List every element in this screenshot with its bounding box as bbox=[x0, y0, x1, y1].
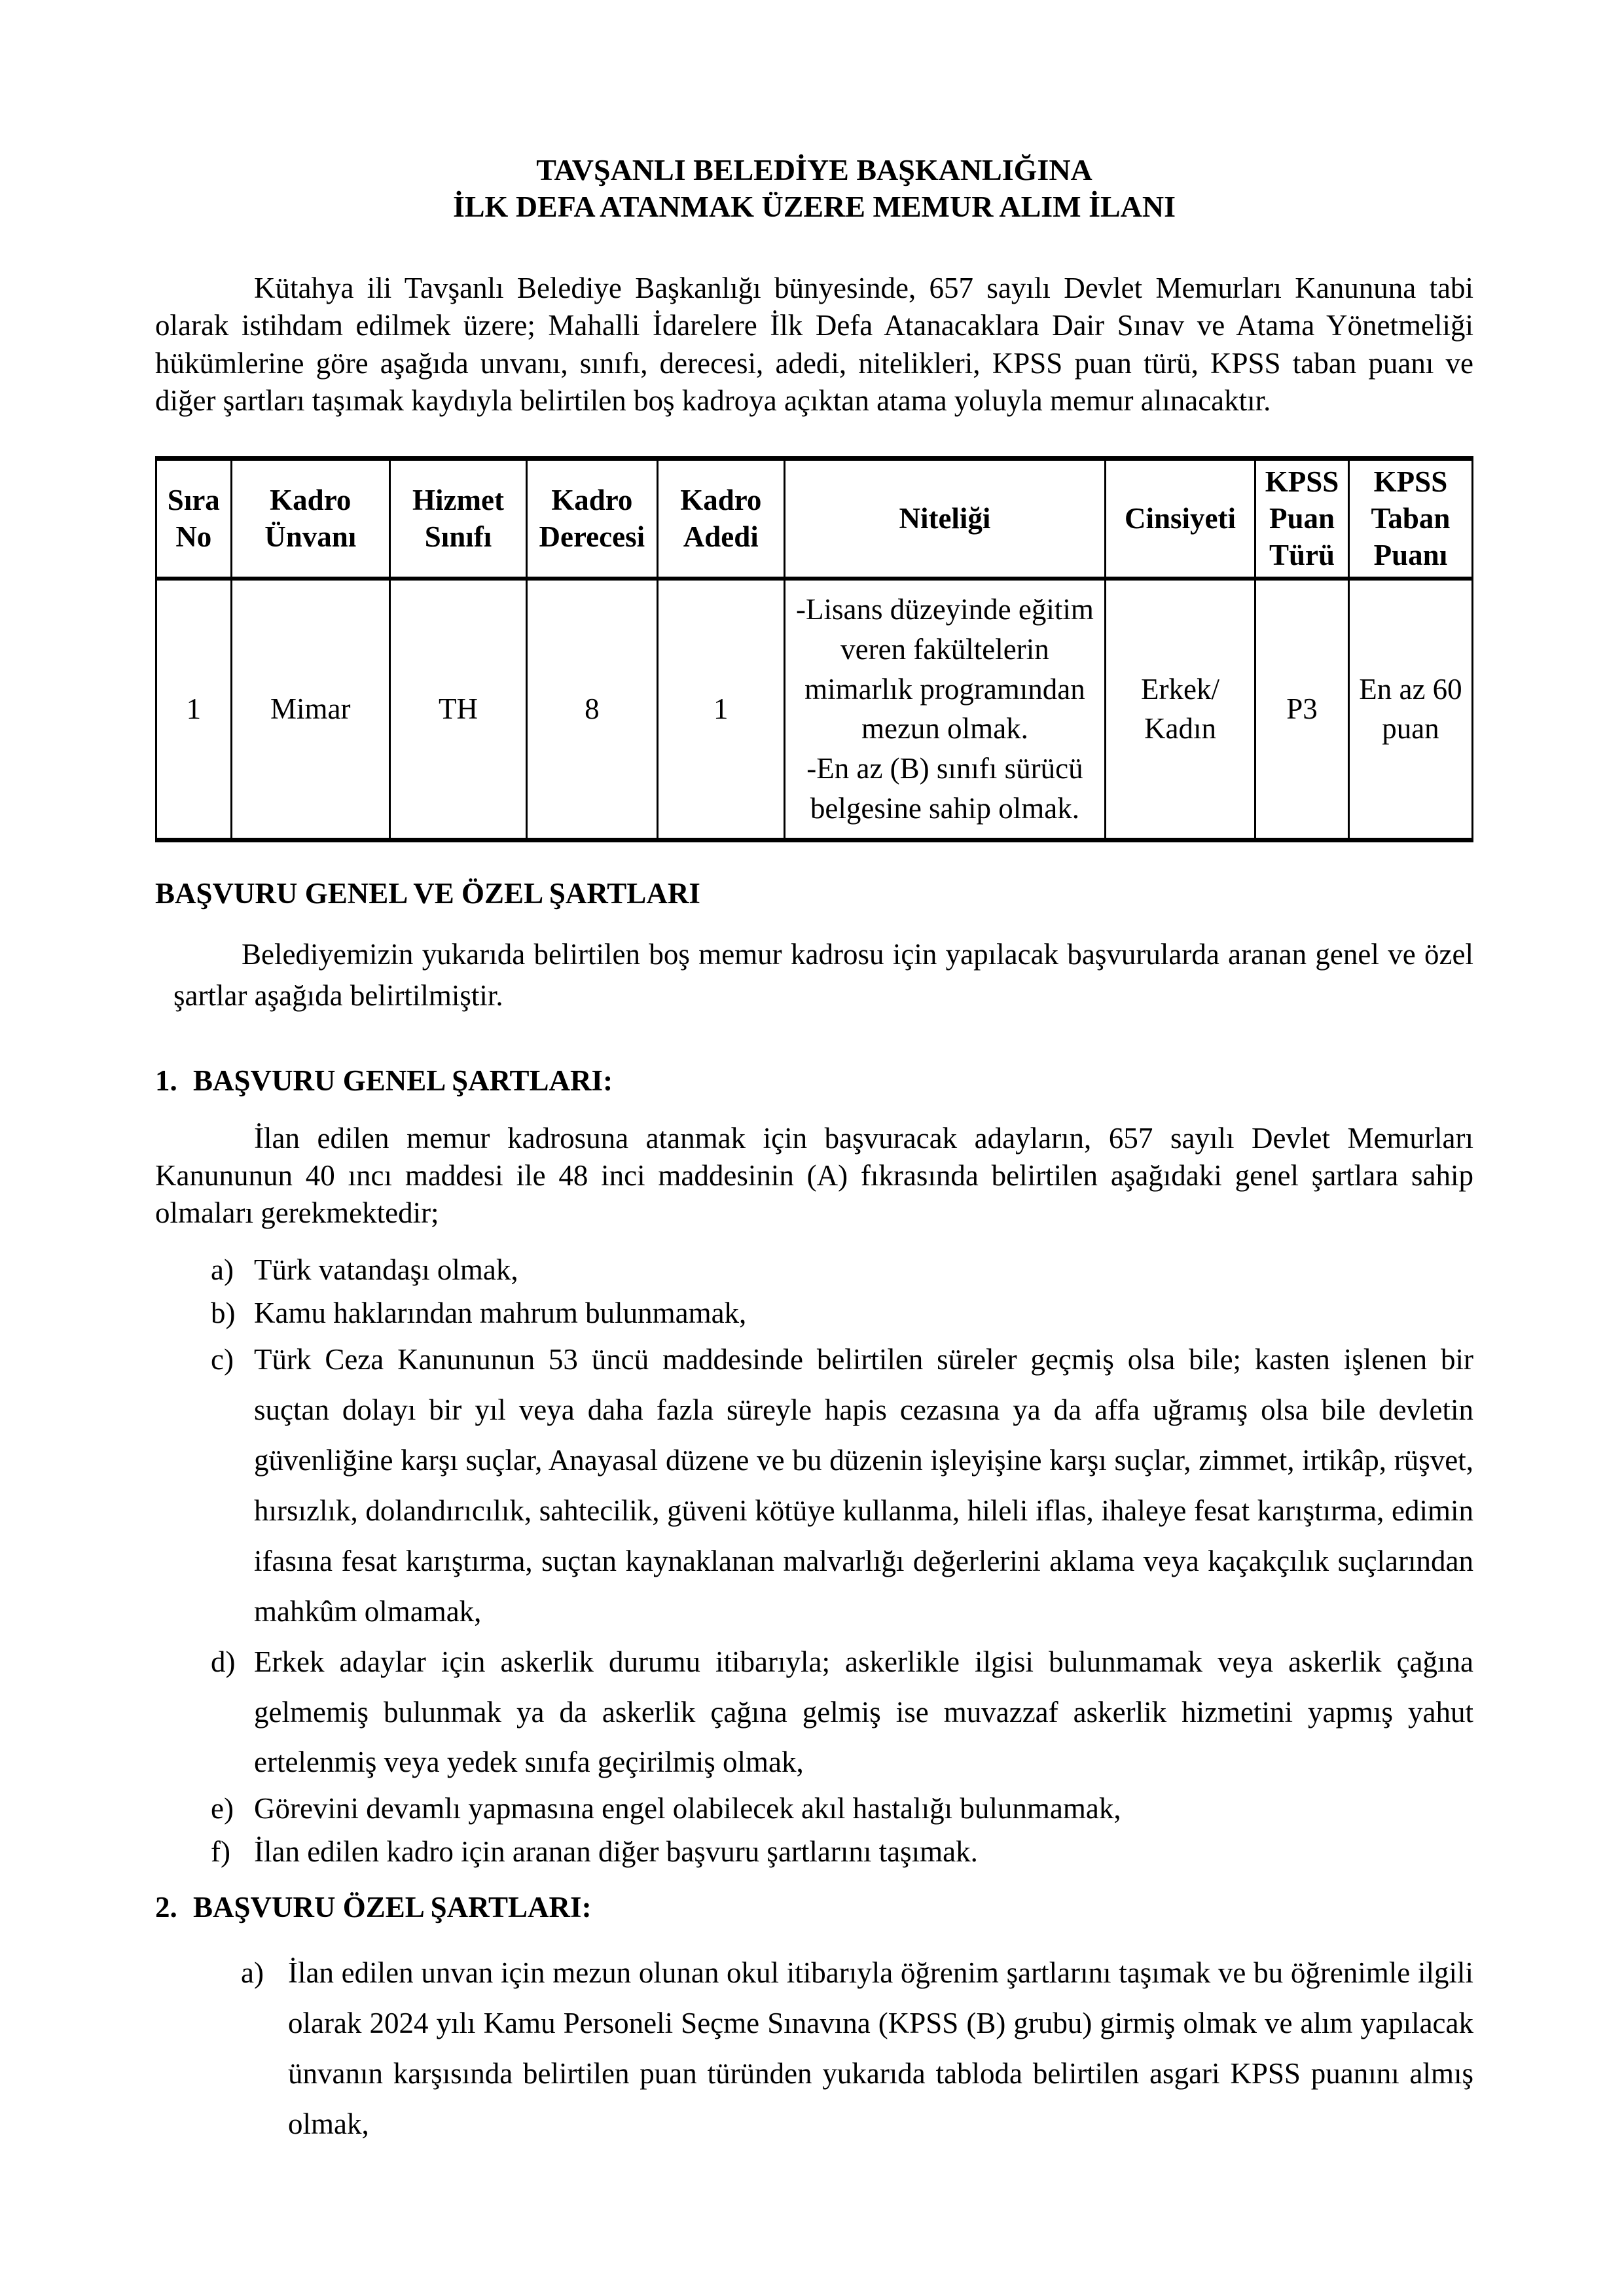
cell-kpss-taban-puani: En az 60 puan bbox=[1348, 579, 1472, 840]
condition-item-text: Türk vatandaşı olmak, bbox=[254, 1253, 518, 1287]
condition-item-label: c) bbox=[211, 1342, 234, 1376]
condition-item-f bbox=[211, 1831, 1473, 1873]
niteligi-line-1: -Lisans düzeyinde eğitim veren fakültelerin mimarlık programından mezun olmak. bbox=[796, 593, 1094, 745]
cell-niteligi bbox=[785, 579, 1106, 840]
document-title bbox=[155, 152, 1473, 225]
condition-item-text: Kamu haklarından mahrum bulunmamak, bbox=[254, 1296, 747, 1329]
general-heading-text: BAŞVURU GENEL ŞARTLARI: bbox=[193, 1064, 613, 1098]
intro-paragraph: Kütahya ili Tavşanlı Belediye Başkanlığı bünyesinde, 657 sayılı Devlet Memurları Kanununa tabi olarak istihdam edilmek üzere; Mahalli İdarelere İlk Defa Atanacaklara Dair Sınav ve Atama Yönetmeliği hükümlerine göre aşağıda unvanı, sınıfı, derecesi, adedi, nitelikleri, KPSS puan türü, KPSS taban puanı ve diğer şartları taşımak kaydıyla belirtilen boş kadroya açıktan atama yoluyla memur alınacaktır. bbox=[155, 272, 1473, 417]
condition-item-d bbox=[211, 1637, 1473, 1788]
general-heading-number: 1. bbox=[155, 1064, 177, 1098]
special-conditions-list bbox=[155, 1948, 1473, 2149]
general-conditions-list bbox=[155, 1249, 1473, 1873]
special-heading-text: BAŞVURU ÖZEL ŞARTLARI: bbox=[193, 1890, 592, 1924]
special-condition-item-a bbox=[241, 1948, 1473, 2149]
special-heading-number: 2. bbox=[155, 1890, 177, 1924]
condition-item-label: f) bbox=[211, 1835, 230, 1868]
requirements-heading: BAŞVURU GENEL VE ÖZEL ŞARTLARI bbox=[155, 877, 700, 910]
condition-item-text: Türk Ceza Kanununun 53 üncü maddesinde belirtilen süreler geçmiş olsa bile; kasten işlenen bir suçtan dolayı bir yıl veya daha fazla süreyle hapis cezasına ya da affa uğramış olsa bile devletin güvenliğine karşı suçlar, Anayasal düzene ve bu düzenin işleyişine karşı suçlar, zimmet, irtikâp, rüşvet, hırsızlık, dolandırıcılık, sahtecilik, güveni kötüye kullanma, hileli iflas, ihaleye fesat karıştırma, edimin ifasına fesat karıştırma, suçtan kaynaklanan malvarlığı değerlerini aklama veya kaçakçılık suçlarından mahkûm olmamak, bbox=[254, 1342, 1473, 1628]
condition-item-text: Erkek adaylar için askerlik durumu itibarıyla; askerlikle ilgisi bulunmamak veya askerlik çağına gelmemiş bulunmak ya da askerlik çağına gelmiş ise muvazzaf askerlik hizmetini yapmış yahut ertelenmiş veya yedek sınıfa geçirilmiş olmak, bbox=[254, 1645, 1473, 1779]
col-header-niteligi: Niteliği bbox=[785, 458, 1106, 578]
condition-item-label: a) bbox=[211, 1253, 234, 1287]
col-header-kpss-taban-puani: KPSS Taban Puanı bbox=[1348, 458, 1472, 578]
col-header-hizmet-sinifi: Hizmet Sınıfı bbox=[389, 458, 526, 578]
special-conditions-heading bbox=[155, 1890, 1473, 1924]
condition-item-text: Görevini devamlı yapmasına engel olabilecek akıl hastalığı bulunmamak, bbox=[254, 1792, 1121, 1825]
col-header-kadro-unvani: Kadro Ünvanı bbox=[231, 458, 389, 578]
col-header-kadro-derecesi: Kadro Derecesi bbox=[527, 458, 657, 578]
cell-sira-no: 1 bbox=[156, 579, 232, 840]
requirements-intro: Belediyemizin yukarıda belirtilen boş memur kadrosu için yapılacak başvurularda aranan genel ve özel şartlar aşağıda belirtilmiştir. bbox=[173, 938, 1473, 1013]
condition-item-e bbox=[211, 1787, 1473, 1830]
condition-item-text: İlan edilen unvan için mezun olunan okul itibarıyla öğrenim şartlarını taşımak ve bu öğrenimle ilgili olarak 2024 yılı Kamu Personeli Seçme Sınavına (KPSS (B) grubu) girmiş olmak ve alım yapılacak ünvanın karşısında belirtilen puan türünden yukarıda tabloda belirtilen asgari KPSS puanını almış olmak, bbox=[288, 1956, 1473, 2140]
table-row bbox=[156, 579, 1473, 840]
condition-item-c bbox=[211, 1335, 1473, 1637]
cell-kadro-derecesi: 8 bbox=[527, 579, 657, 840]
condition-item-label: a) bbox=[241, 1956, 264, 1989]
cell-hizmet-sinifi: TH bbox=[389, 579, 526, 840]
niteligi-line-2: -En az (B) sınıfı sürücü belgesine sahip olmak. bbox=[806, 752, 1083, 825]
general-conditions-intro: İlan edilen memur kadrosuna atanmak için başvuracak adayların, 657 sayılı Devlet Memurları Kanununun 40 ıncı maddesi ile 48 inci maddesinin (A) fıkrasında belirtilen aşağıdaki genel şartlara sahip olmaları gerekmektedir; bbox=[155, 1122, 1473, 1230]
table-header-row bbox=[156, 458, 1473, 578]
cell-cinsiyeti: Erkek/ Kadın bbox=[1105, 579, 1255, 840]
condition-item-label: d) bbox=[211, 1645, 236, 1678]
cell-kadro-unvani: Mimar bbox=[231, 579, 389, 840]
general-conditions-heading bbox=[155, 1064, 1473, 1098]
col-header-kadro-adedi: Kadro Adedi bbox=[657, 458, 784, 578]
col-header-sira-no: Sıra No bbox=[156, 458, 232, 578]
cell-kadro-adedi: 1 bbox=[657, 579, 784, 840]
condition-item-label: b) bbox=[211, 1296, 236, 1329]
position-table bbox=[155, 456, 1473, 842]
condition-item-b bbox=[211, 1292, 1473, 1335]
col-header-cinsiyeti: Cinsiyeti bbox=[1105, 458, 1255, 578]
condition-item-label: e) bbox=[211, 1792, 234, 1825]
title-line-1: TAVŞANLI BELEDİYE BAŞKANLIĞINA bbox=[536, 153, 1092, 187]
col-header-kpss-puan-turu: KPSS Puan Türü bbox=[1255, 458, 1349, 578]
title-line-2: İLK DEFA ATANMAK ÜZERE MEMUR ALIM İLANI bbox=[452, 190, 1176, 224]
condition-item-text: İlan edilen kadro için aranan diğer başvuru şartlarını taşımak. bbox=[254, 1835, 978, 1868]
condition-item-a bbox=[211, 1249, 1473, 1291]
cell-kpss-puan-turu: P3 bbox=[1255, 579, 1349, 840]
